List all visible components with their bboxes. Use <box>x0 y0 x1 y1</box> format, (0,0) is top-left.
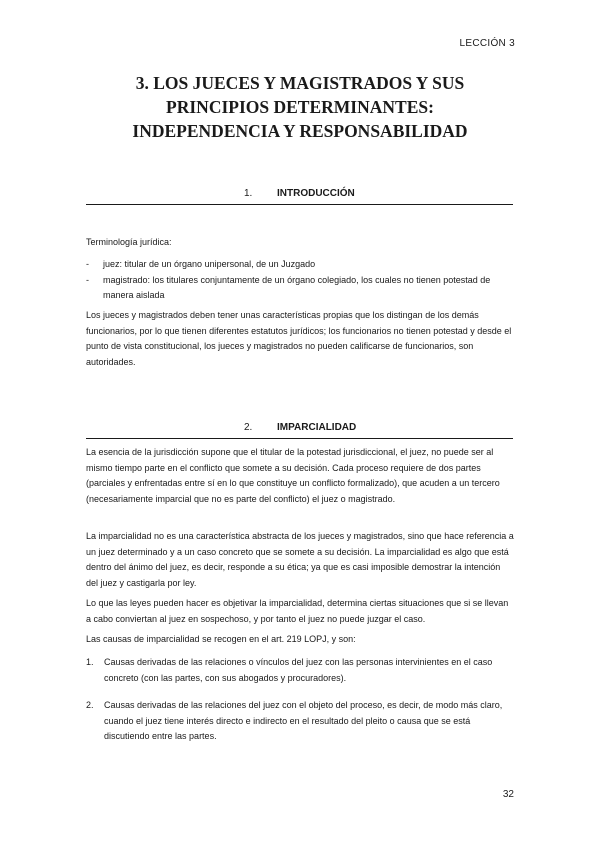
list-item <box>86 257 514 273</box>
imparcialidad-paragraph <box>86 632 514 648</box>
paragraph: La esencia de la jurisdicción supone que el titular de la potestad jurisdiccional, el juez, no puede ser al mismo tiempo parte en el conflicto que somete a su decisión. Cada proceso requiere de dos partes (parciales y enfrentadas entre sí en lo que constituye un conflicto formalizado), que acuden a un tercero (necesariamente imparcial que no es parte del conflicto) el juez o magistrado. <box>86 447 500 504</box>
list-number: 2. <box>86 700 94 710</box>
title-line: PRINCIPIOS DETERMINANTES: <box>166 97 434 117</box>
imparcialidad-paragraph <box>86 596 514 627</box>
section-title: IMPARCIALIDAD <box>277 422 357 433</box>
causes-list <box>86 655 514 686</box>
list-number: 1. <box>86 657 94 667</box>
section-number: 2. <box>244 422 253 433</box>
list-item-text: Causas derivadas de las relaciones o vínculos del juez con las personas intervinientes en el caso concreto (con las partes, con sus abogados y procuradores). <box>104 657 493 683</box>
section-heading-introduccion <box>86 184 513 205</box>
section-title: INTRODUCCIÓN <box>277 188 355 199</box>
imparcialidad-paragraph <box>86 529 514 591</box>
title-line: INDEPENDENCIA Y RESPONSABILIDAD <box>132 121 468 141</box>
list-item <box>86 698 514 745</box>
page-number: 32 <box>502 789 514 800</box>
imparcialidad-paragraph <box>86 445 514 507</box>
intro-paragraph <box>86 308 514 370</box>
bullet-dash: - <box>86 274 89 285</box>
page-title <box>60 71 540 143</box>
paragraph: La imparcialidad no es una característica abstracta de los jueces y magistrados, sino que hace referencia a un juez determinado y a un caso concreto que se somete a su decisión. La imparcialidad es algo que está dentro del ánimo del juez, es decir, responde a su ética; ya que es casi imposible demostrar la intención del juez y castigarla por ley. <box>86 531 514 588</box>
lesson-header: LECCIÓN 3 <box>459 38 515 49</box>
causes-list <box>86 698 514 745</box>
terminology-label: Terminología jurídica: <box>86 237 172 247</box>
terminology-list <box>86 257 514 304</box>
list-item-text: magistrado: los titulares conjuntamente de un órgano colegiado, los cuales no tienen potestad de manera aislada <box>103 274 491 300</box>
paragraph: Las causas de imparcialidad se recogen en el art. 219 LOPJ, y son: <box>86 634 356 644</box>
list-item-text: Causas derivadas de las relaciones del juez con el objeto del proceso, es decir, de modo más claro, cuando el juez tiene interés directo e indirecto en el resultado del pleito o causa que se está discutiendo entre las partes. <box>104 700 503 741</box>
list-item-text: juez: titular de un órgano unipersonal, de un Juzgado <box>103 259 316 269</box>
list-item <box>86 655 514 686</box>
paragraph: Lo que las leyes pueden hacer es objetivar la imparcialidad, determina ciertas situaciones que si se llevan a cabo conviertan al juez en sospechoso, y por tanto el juez no puede juzgar el caso. <box>86 598 509 624</box>
section-number: 1. <box>244 188 253 199</box>
paragraph: Los jueces y magistrados deben tener unas características propias que los distingan de los demás funcionarios, por lo que tienen diferentes estatutos jurídicos; los funcionarios no tienen potestad y desde el punto de vista constitucional, los jueces y magistrados no pueden calificarse de funcionarios, son autoridades. <box>86 310 512 367</box>
bullet-dash: - <box>86 259 89 269</box>
title-line: 3. LOS JUECES Y MAGISTRADOS Y SUS <box>135 73 465 93</box>
section-heading-imparcialidad <box>86 418 513 439</box>
list-item <box>86 273 514 304</box>
